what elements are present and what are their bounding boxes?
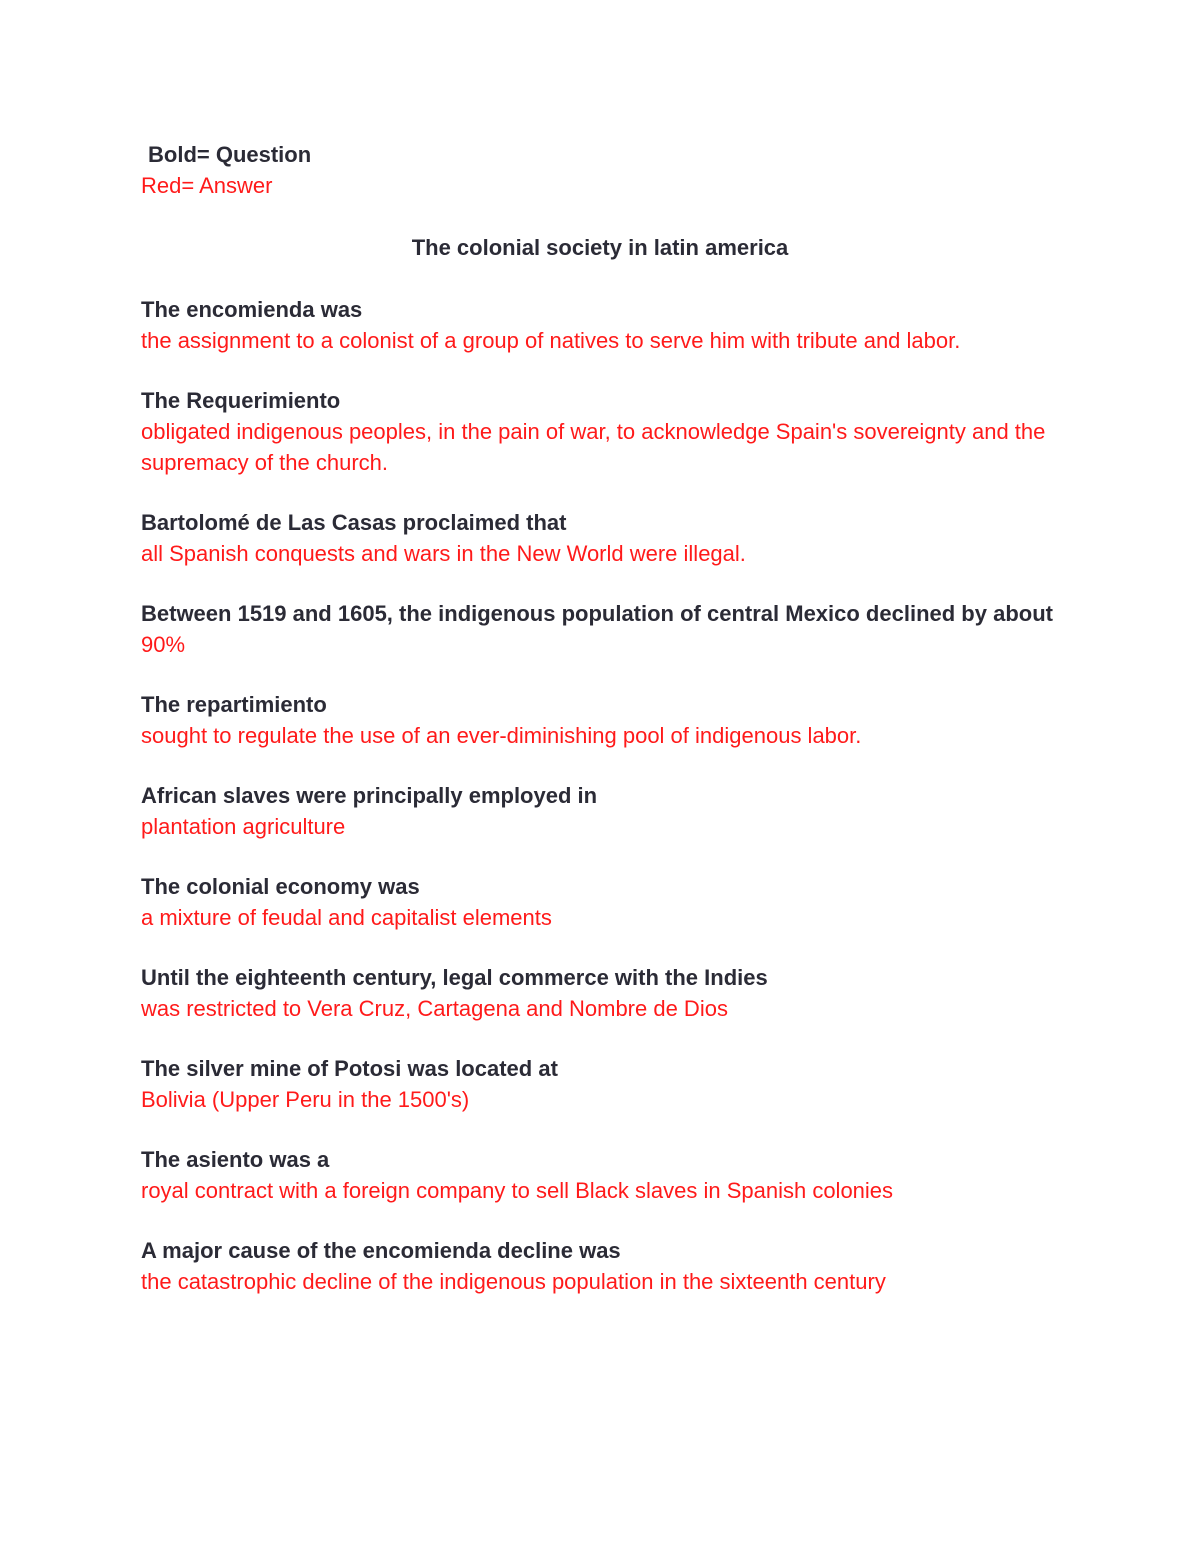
qa-item: [141, 1144, 1061, 1206]
qa-item: [141, 507, 1061, 569]
qa-item: [141, 780, 1061, 842]
question-text: Between 1519 and 1605, the indigenous population of central Mexico declined by about: [141, 601, 1053, 626]
question-text: The repartimiento: [141, 692, 327, 717]
answer-text: Bolivia (Upper Peru in the 1500's): [141, 1087, 470, 1112]
qa-item: [141, 1235, 1061, 1297]
question-text: The colonial economy was: [141, 874, 420, 899]
question-text: Bartolomé de Las Casas proclaimed that: [141, 510, 567, 535]
qa-item: [141, 1053, 1061, 1115]
answer-text: all Spanish conquests and wars in the New World were illegal.: [141, 541, 746, 566]
answer-text: royal contract with a foreign company to sell Black slaves in Spanish colonies: [141, 1178, 894, 1203]
answer-text: the catastrophic decline of the indigenous population in the sixteenth century: [141, 1269, 886, 1294]
qa-item: [141, 871, 1061, 933]
legend-answer: Red= Answer: [141, 173, 273, 198]
question-text: Until the eighteenth century, legal commerce with the Indies: [141, 965, 768, 990]
document-page: [141, 139, 1061, 1326]
answer-text: was restricted to Vera Cruz, Cartagena and Nombre de Dios: [141, 996, 728, 1021]
question-text: The Requerimiento: [141, 388, 341, 413]
document-title: The colonial society in latin america: [411, 235, 789, 260]
qa-item: [141, 385, 1061, 478]
question-text: The silver mine of Potosi was located at: [141, 1056, 558, 1081]
question-text: The encomienda was: [141, 297, 363, 322]
question-text: The asiento was a: [141, 1147, 330, 1172]
answer-text: 90%: [141, 632, 186, 657]
answer-text: plantation agriculture: [141, 814, 346, 839]
qa-item: [141, 689, 1061, 751]
legend-question: Bold= Question: [148, 142, 312, 167]
answer-text: the assignment to a colonist of a group of natives to serve him with tribute and labor.: [141, 328, 961, 353]
question-text: African slaves were principally employed in: [141, 783, 598, 808]
qa-item: [141, 598, 1061, 660]
answer-text: a mixture of feudal and capitalist elements: [141, 905, 552, 930]
answer-text: sought to regulate the use of an ever-diminishing pool of indigenous labor.: [141, 723, 862, 748]
answer-text: obligated indigenous peoples, in the pain of war, to acknowledge Spain's sovereignty and the supremacy of the church.: [141, 419, 1046, 475]
qa-item: [141, 962, 1061, 1024]
qa-item: [141, 294, 1061, 356]
question-text: A major cause of the encomienda decline was: [141, 1238, 621, 1263]
